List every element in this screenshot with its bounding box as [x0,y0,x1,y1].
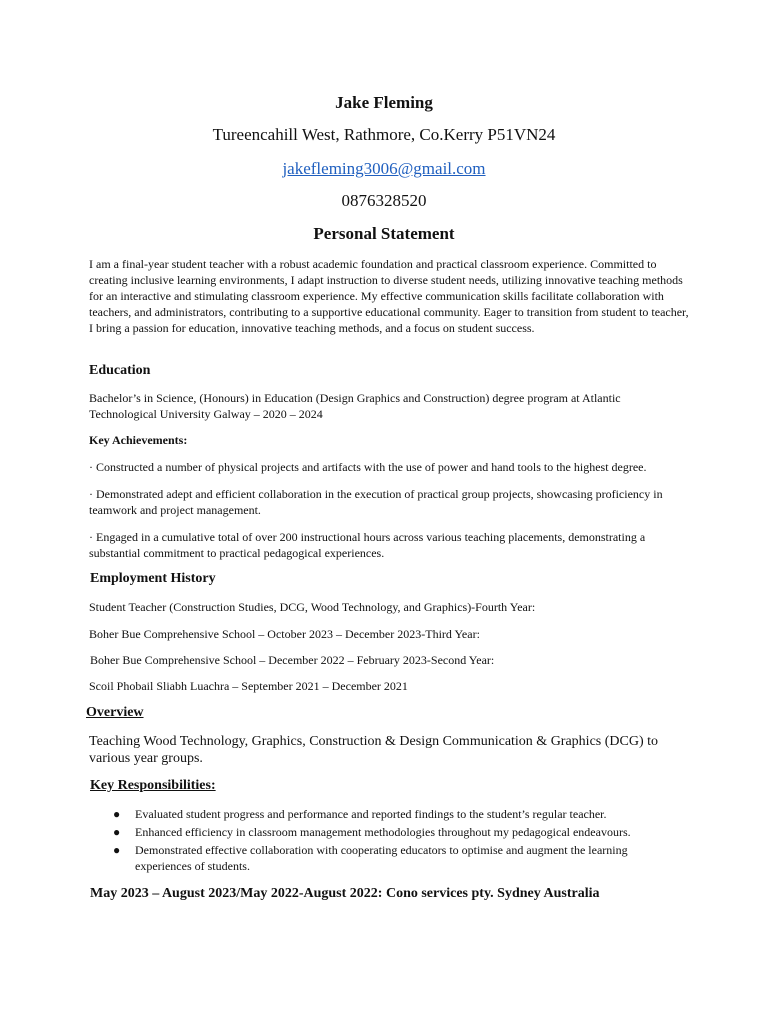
personal-statement-text: I am a final-year student teacher with a robust academic foundation and practical classroom experience. Committed to creating inclusive learning environments, I adapt instruction to diverse student needs, utilizing innovative teaching methods for an interactive and stimulating classroom experience. My effective communication skills facilitate collaboration with teachers, and administrators, contributing to a supportive educational community. Eager to transition from student to teacher, I bring a passion for education, innovative teaching methods, and a focus on student success. [89,257,689,335]
employment-line: Scoil Phobail Sliabh Luachra – September 2021 – December 2021 [89,679,408,693]
list-item [89,842,669,874]
responsibilities-list [89,806,669,876]
bullet: ● [113,807,121,821]
employment-heading: Employment History [90,571,216,586]
bullet: ● [113,843,121,857]
bullet: ● [113,825,121,839]
key-responsibilities-heading: Key Responsibilities: [90,778,216,793]
responsibility-text: Evaluated student progress and performance and reported findings to the student’s regular teacher. [135,807,607,821]
candidate-name: Jake Fleming [335,93,433,112]
responsibility-text: Demonstrated effective collaboration with cooperating educators to optimise and augment the learning experiences of students. [135,843,628,873]
overview-heading: Overview [86,705,144,720]
phone-number: 0876328520 [341,191,427,210]
employment-line: Boher Bue Comprehensive School – October 2023 – December 2023-Third Year: [89,627,480,641]
responsibility-text: Enhanced efficiency in classroom management methodologies throughout my pedagogical endeavours. [135,825,631,839]
personal-statement-heading: Personal Statement [313,224,455,243]
address: Tureencahill West, Rathmore, Co.Kerry P51VN24 [212,125,556,144]
email-link[interactable]: jakefleming3006@gmail.com [282,159,486,178]
education-degree: Bachelor’s in Science, (Honours) in Education (Design Graphics and Construction) degree program at Atlantic Technological University Galway – 2020 – 2024 [89,391,621,421]
achievement-item: · Demonstrated adept and efficient collaboration in the execution of practical group projects, showcasing proficiency in teamwork and project management. [89,487,663,517]
list-item [89,824,669,840]
employment-line: Boher Bue Comprehensive School – December 2022 – February 2023-Second Year: [90,653,495,667]
achievement-item: · Constructed a number of physical projects and artifacts with the use of power and hand tools to the highest degree. [89,460,647,474]
job-dates-heading: May 2023 – August 2023/May 2022-August 2022: Cono services pty. Sydney Australia [90,886,600,901]
list-item [89,806,669,822]
overview-text: Teaching Wood Technology, Graphics, Construction & Design Communication & Graphics (DCG) to various year groups. [89,734,659,766]
education-heading: Education [89,363,151,378]
achievement-item: · Engaged in a cumulative total of over 200 instructional hours across various teaching placements, demonstrating a substantial commitment to practical pedagogical experiences. [89,530,646,560]
email-line [0,159,768,179]
key-achievements-heading: Key Achievements: [89,433,188,447]
employment-line: Student Teacher (Construction Studies, DCG, Wood Technology, and Graphics)-Fourth Year: [89,600,536,614]
